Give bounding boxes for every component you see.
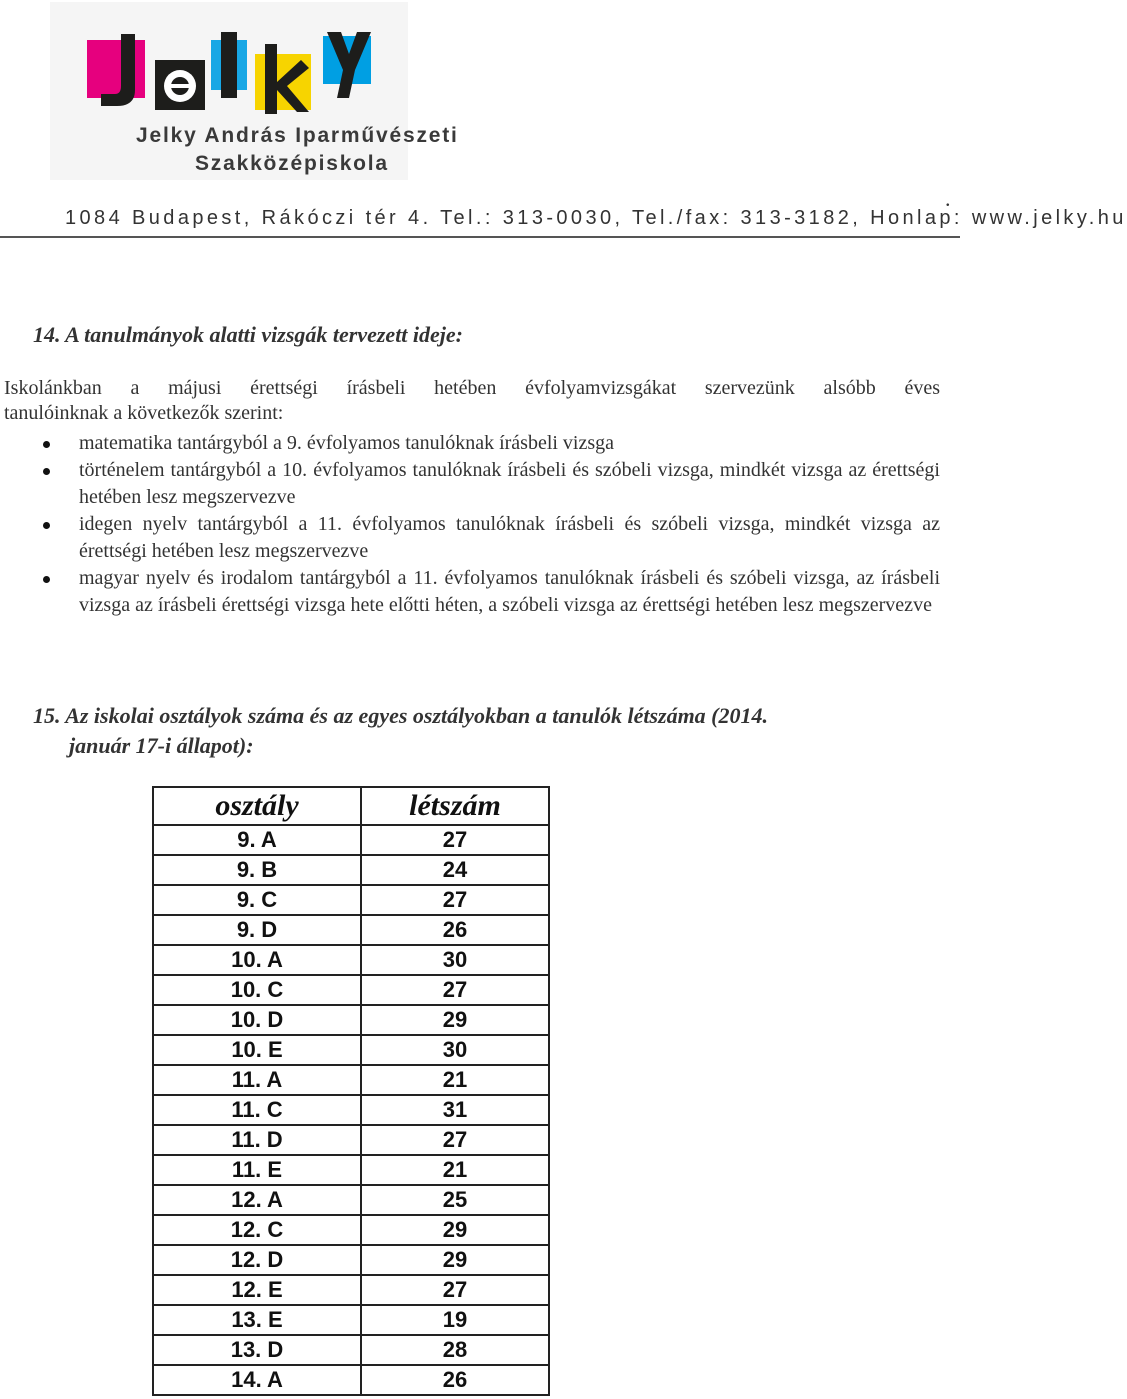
class-cell: 11. D bbox=[153, 1125, 361, 1155]
table-row bbox=[153, 945, 549, 975]
exam-list-item-text: idegen nyelv tantárgyból a 11. évfolyamos tanulóknak írásbeli és szóbeli vizsga, mindkét vizsga az érettségi hetében lesz megszervezve bbox=[79, 513, 940, 562]
section-14-intro bbox=[4, 376, 940, 426]
headcount-cell: 25 bbox=[361, 1185, 549, 1215]
logo-school-name: Jelky András Iparművészeti bbox=[136, 124, 459, 147]
headcount-cell: 27 bbox=[361, 1125, 549, 1155]
class-cell: 10. C bbox=[153, 975, 361, 1005]
intro-line-2: tanulóinknak a következők szerint: bbox=[4, 402, 284, 424]
class-cell: 11. C bbox=[153, 1095, 361, 1125]
headcount-cell: 31 bbox=[361, 1095, 549, 1125]
column-header-class: osztály bbox=[153, 787, 361, 825]
exam-list-item-text: magyar nyelv és irodalom tantárgyból a 11. évfolyamos tanulóknak írásbeli és szóbeli vizsga, az írásbeli vizsga az írásbeli érettségi vizsga hete előtti héten, a szóbeli vizsga az érettségi hetében lesz megszervezve bbox=[79, 567, 940, 616]
table-row bbox=[153, 1335, 549, 1365]
header-divider bbox=[0, 236, 960, 238]
table-row bbox=[153, 1065, 549, 1095]
class-cell: 12. C bbox=[153, 1215, 361, 1245]
bullet-icon bbox=[43, 576, 50, 583]
headcount-cell: 21 bbox=[361, 1155, 549, 1185]
headcount-cell: 29 bbox=[361, 1215, 549, 1245]
table-row bbox=[153, 1125, 549, 1155]
section-15-title-line-2: január 17-i állapot): bbox=[69, 733, 254, 758]
class-cell: 11. A bbox=[153, 1065, 361, 1095]
exam-list-item-text: történelem tantárgyból a 10. évfolyamos tanulóknak írásbeli és szóbeli vizsga, mindkét vizsga az érettségi hetében lesz megszervezve bbox=[79, 459, 940, 508]
headcount-cell: 27 bbox=[361, 975, 549, 1005]
table-row bbox=[153, 1005, 549, 1035]
headcount-cell: 24 bbox=[361, 855, 549, 885]
school-logo bbox=[50, 2, 459, 180]
headcount-cell: 26 bbox=[361, 915, 549, 945]
table-body bbox=[153, 825, 549, 1395]
section-14-heading: 14. A tanulmányok alatti vizsgák tervezett ideje: bbox=[33, 322, 463, 347]
table-header-row bbox=[153, 787, 549, 825]
headcount-cell: 21 bbox=[361, 1065, 549, 1095]
table-row bbox=[153, 1095, 549, 1125]
jelky-logo-mark bbox=[87, 32, 372, 117]
table-row bbox=[153, 975, 549, 1005]
class-cell: 12. A bbox=[153, 1185, 361, 1215]
exam-list-item bbox=[0, 457, 940, 511]
headcount-cell: 30 bbox=[361, 945, 549, 975]
class-cell: 14. A bbox=[153, 1365, 361, 1395]
table-row bbox=[153, 915, 549, 945]
section-15-title-line-1: Az iskolai osztályok száma és az egyes osztályokban a tanulók létszáma (2014. bbox=[65, 703, 769, 728]
table-row bbox=[153, 1305, 549, 1335]
table-row bbox=[153, 1365, 549, 1395]
bullet-icon bbox=[43, 522, 50, 529]
exam-list bbox=[0, 430, 940, 619]
table-row bbox=[153, 1185, 549, 1215]
logo-school-type: Szakközépiskola bbox=[195, 152, 389, 175]
exam-list-item-text: matematika tantárgyból a 9. évfolyamos tanulóknak írásbeli vizsga bbox=[79, 432, 615, 454]
headcount-cell: 29 bbox=[361, 1005, 549, 1035]
table-row bbox=[153, 825, 549, 855]
table-row bbox=[153, 1035, 549, 1065]
table-row bbox=[153, 1245, 549, 1275]
class-cell: 9. A bbox=[153, 825, 361, 855]
headcount-cell: 27 bbox=[361, 1275, 549, 1305]
bullet-icon bbox=[43, 441, 50, 448]
headcount-cell: 30 bbox=[361, 1035, 549, 1065]
school-address: 1084 Budapest, Rákóczi tér 4. Tel.: 313-0030, Tel./fax: 313-3182, Honlap: www.jelky.hu bbox=[65, 207, 1127, 229]
table-row bbox=[153, 885, 549, 915]
bullet-icon bbox=[43, 468, 50, 475]
headcount-cell: 27 bbox=[361, 825, 549, 855]
class-cell: 12. D bbox=[153, 1245, 361, 1275]
section-15-heading bbox=[33, 701, 943, 761]
class-cell: 10. E bbox=[153, 1035, 361, 1065]
headcount-cell: 27 bbox=[361, 885, 549, 915]
column-header-headcount: létszám bbox=[361, 787, 549, 825]
exam-list-item bbox=[0, 430, 940, 457]
headcount-cell: 19 bbox=[361, 1305, 549, 1335]
class-cell: 9. C bbox=[153, 885, 361, 915]
class-cell: 10. A bbox=[153, 945, 361, 975]
corner-mark: . bbox=[945, 186, 951, 211]
class-cell: 13. E bbox=[153, 1305, 361, 1335]
exam-list-item bbox=[0, 511, 940, 565]
section-15-number: 15. bbox=[33, 703, 61, 728]
class-cell: 12. E bbox=[153, 1275, 361, 1305]
class-cell: 11. E bbox=[153, 1155, 361, 1185]
headcount-cell: 29 bbox=[361, 1245, 549, 1275]
exam-list-item bbox=[0, 565, 940, 619]
intro-line-1: Iskolánkban a májusi érettségi írásbeli hetében évfolyamvizsgákat szervezünk alsóbb éves bbox=[4, 377, 940, 399]
class-cell: 9. D bbox=[153, 915, 361, 945]
class-cell: 13. D bbox=[153, 1335, 361, 1365]
table-row bbox=[153, 1155, 549, 1185]
class-cell: 9. B bbox=[153, 855, 361, 885]
table-row bbox=[153, 855, 549, 885]
headcount-cell: 28 bbox=[361, 1335, 549, 1365]
class-cell: 10. D bbox=[153, 1005, 361, 1035]
table-row bbox=[153, 1275, 549, 1305]
headcount-cell: 26 bbox=[361, 1365, 549, 1395]
class-size-table bbox=[152, 786, 550, 1396]
table-row bbox=[153, 1215, 549, 1245]
